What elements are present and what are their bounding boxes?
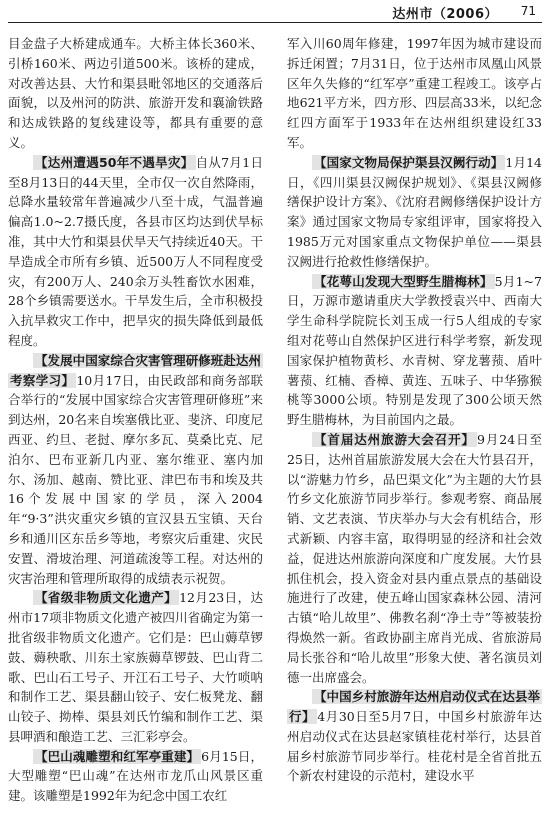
entry-title: 【巴山魂雕塑和红军亭重建】	[35, 748, 200, 764]
entry-title: 【发展中国家综合灾害管理研修班赴达州考察学习】	[10, 352, 261, 388]
entry-title: 【达州遭遇50年不遇旱灾】	[35, 154, 194, 170]
running-title: 达州市（2006）	[392, 7, 498, 22]
header-rule	[8, 22, 542, 23]
entry-rural-tourism-year	[287, 687, 542, 786]
entry-body: 12月23日，达州市17项非物质文化遗产被四川省确定为第一批省级非物质文化遗产。它们是：巴山薅草锣鼓、薅秧歌、川东土家族薅草锣鼓、巴山背二歌、巴山石工号子、开江石工号子、大竹唢呐和制作工艺、渠县翻山铰子、安仁板凳龙、翻山铰子、拗棒、渠县刘氏竹编和制作工艺、渠县呷酒和酿造工艺、三汇彩亭会。	[8, 590, 263, 744]
entry-bashan-sculpture	[8, 747, 263, 806]
entry-body: 自从7月1日至8月13日的44天里，全市仅一次自然降雨，总降水量较常年普遍减少八至十成，气温普遍偏高1.0~2.7摄氏度，各县市区均达到伏旱标准，其中大竹和渠县伏旱天气持续近40天。干旱造成全市所有乡镇、近500万人不同程度受灾，有200万人、240余万头牲畜饮水困难，28个乡镇需要送水。干旱发生后，全市积极投入抗旱救灾工作中，把旱灾的损失降低到最低程度。	[8, 154, 263, 348]
entry-wintersweet-forest	[287, 272, 542, 430]
entry-title: 【省级非物质文化遗产】	[35, 590, 178, 606]
entry-intangible-heritage	[8, 588, 263, 746]
entry-title: 【花萼山发现大型野生腊梅林】	[314, 273, 493, 289]
left-column	[8, 34, 263, 826]
entry-han-que-protection	[287, 153, 542, 272]
entry-body: 1月14日，《四川渠县汉阙保护规划》、《渠县汉阙修缮保护设计方案》、《沈府君阙修缮保护设计方案》通过国家文物局专家组评审，国家将投入1985万元对国家重点文物保护单位——渠县汉阙进行抢救性修缮保护。	[287, 154, 542, 269]
entry-body: 6月15日，大型雕塑“巴山魂”在达州市龙爪山风景区重建。该雕塑是1992年为纪念中国工农红	[8, 748, 263, 804]
entry-title: 【首届达州旅游大会召开】	[314, 431, 475, 447]
entry-body: 4月30日至5月7日，中国乡村旅游年达州启动仪式在达县赵家镇桂花村举行，达县首届乡村旅游节同步举行。桂花村是全省首批五个新农村建设的示范村，建设水平	[287, 709, 542, 784]
page-header	[0, 0, 550, 24]
entry-body: 10月17日，由民政部和商务部联合举行的“发展中国家综合灾害管理研修班”来到达州，20名来自埃塞俄比亚、斐济、印度尼西亚、约旦、老挝、摩尔多瓦、莫桑比克、尼泊尔、巴布亚新几内亚、塞尔维亚、塞内加尔、汤加、越南、赞比亚、津巴布韦和埃及共16个发展中国家的学员，深入2004年“9·3”洪灾重灾乡镇的宣汉县五宝镇、天台乡和通川区东岳乡等地，考察灾后重建、灾民安置、滑坡治理、河道疏浚等工程。对达州的灾害治理和管理所取得的成绩表示祝贺。	[8, 372, 263, 586]
continuation-paragraph: 军入川60周年修建，1997年因为城市建设而拆迁闲置；7月31日，位于达州市凤凰山风景区年久失修的“红军亭”重建工程竣工。该亭占地621平方米，四方形、四层高33米，以纪念红四方面军于1933年在达州组织建设红33军。	[287, 36, 542, 150]
entry-drought	[8, 153, 263, 351]
entry-body: 5月1~7日，万源市邀请重庆大学教授袁兴中、西南大学生命科学院院长刘玉成一行5人组成的专家组对花萼山自然保护区进行科学考察，新发现国家保护植物黄杉、水青树、穿龙薯蓣、盾叶薯蓣、红楠、香樟、黄连、五味子、中华猕猴桃等3000公顷。特别是发现了300公顷天然野生腊梅林，为目前国内之最。	[287, 273, 542, 428]
entry-body: 9月24日至25日，达州首届旅游发展大会在大竹县召开，以“游魅力竹乡，品巴渠文化”为主题的大竹县竹乡文化旅游节同步举行。参观考察、商品展销、文艺表演、节庆举办与大会有机结合，形式新颖、内容丰富，取得明显的经济和社会效益，促进达州旅游向深度和广度发展。大竹县抓住机会，投入资金对县内重点景点的基础设施进行了改建，使五峰山国家森林公园、清河古镇“哈儿故里”、佛教名刹“净土寺”等被装扮得焕然一新。省政协副主席肖光成、省旅游局局长张谷和“哈儿故里”形象大使、著名演员刘德一出席盛会。	[287, 431, 542, 685]
entry-disaster-training	[8, 351, 263, 589]
continuation-paragraph: 目金盘子大桥建成通车。大桥主体长360米、引桥160米、两边引道500米。该桥的建成，对改善达县、大竹和渠县毗邻地区的交通落后面貌，以及州河的防洪、旅游开发和襄渝铁路和达成铁路的复线建设等，都具有重要的意义。	[8, 36, 263, 150]
entry-tourism-conference	[287, 430, 542, 687]
entry-title: 【国家文物局保护渠县汉阙行动】	[314, 154, 504, 170]
page-number: 71	[520, 4, 536, 18]
entry-title: 【中国乡村旅游年达州启动仪式在达县举行】	[289, 689, 540, 725]
right-column	[287, 34, 542, 826]
